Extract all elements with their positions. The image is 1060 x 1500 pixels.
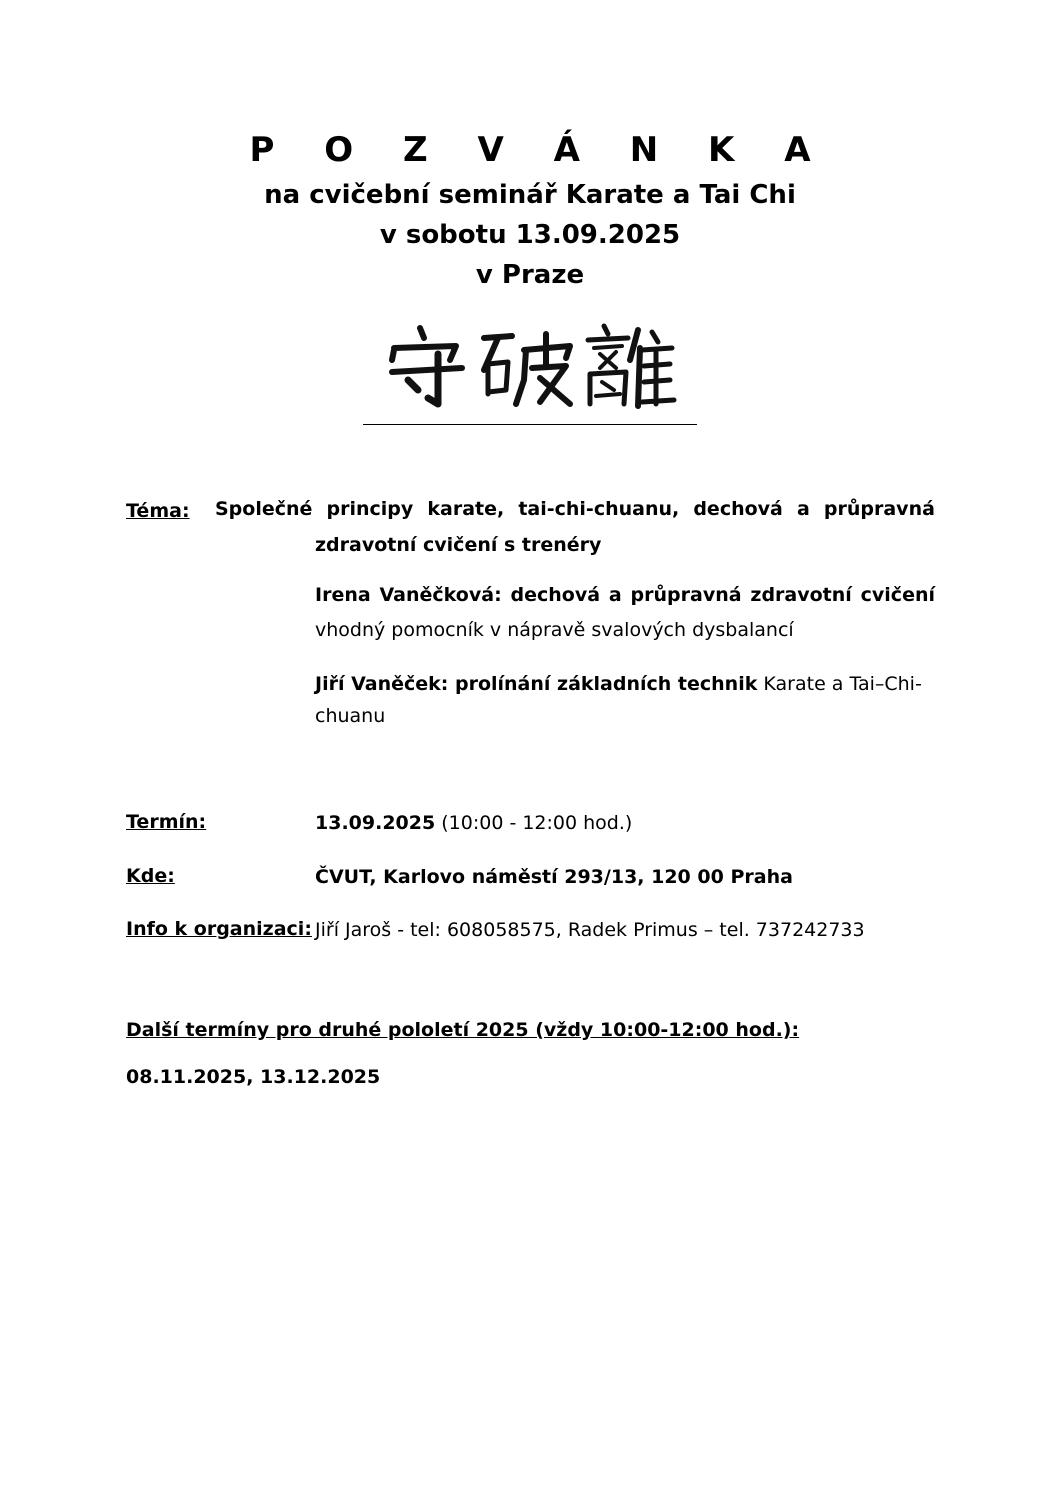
topic-line1-word: tai-chi-chuanu,: [518, 498, 680, 520]
trainer1-line1-word: Irena: [315, 584, 371, 606]
topic-line1-word: dechová: [693, 498, 783, 520]
topic-line1-word: karate,: [427, 498, 505, 520]
seminar-place-line: v Praze: [475, 260, 585, 290]
term-time: (10:00 - 12:00 hod.): [435, 812, 633, 834]
trainer2-bold-text: Jiří Vaněček: prolínání základních technik: [315, 673, 758, 695]
term-label: Termín:: [126, 811, 207, 833]
trainer1-line1-word: a: [608, 584, 622, 606]
topic-line1-word: principy: [326, 498, 414, 520]
seminar-subtitle: na cvičební seminář Karate a Tai Chi: [264, 180, 796, 210]
topic-label: Téma:: [126, 500, 190, 522]
trainer1-line1-word: dechová: [510, 584, 601, 606]
shuhari-kanji-image: [380, 320, 680, 410]
title-divider: [363, 424, 697, 425]
seminar-date-line: v sobotu 13.09.2025: [379, 220, 681, 250]
term-value: [315, 807, 632, 839]
invitation-title: P O Z V Á N K A: [249, 130, 830, 170]
trainer1-heading: [315, 584, 935, 606]
where-value: ČVUT, Karlovo náměstí 293/13, 120 00 Praha: [315, 866, 793, 888]
where-label: Kde:: [126, 865, 175, 887]
topic-text-line1: [215, 498, 935, 520]
term-date: 13.09.2025: [315, 812, 436, 834]
topic-line1-word: průpravná: [823, 498, 935, 520]
info-value: Jiří Jaroš - tel: 608058575, Radek Primus – tel. 737242733: [315, 919, 865, 941]
info-label: Info k organizaci:: [126, 918, 312, 940]
trainer2-heading: [315, 668, 922, 700]
trainer1-description: vhodný pomocník v nápravě svalových dysbalancí: [315, 619, 794, 641]
trainer1-line1-word: cvičení: [860, 584, 935, 606]
topic-line1-word: a: [796, 498, 810, 520]
topic-text-line2: zdravotní cvičení s trenéry: [315, 534, 602, 556]
further-dates-heading: Další termíny pro druhé pololetí 2025 (vždy 10:00-12:00 hod.):: [126, 1019, 800, 1041]
trainer2-line2: chuanu: [315, 705, 386, 727]
topic-line1-word: Společné: [215, 498, 313, 520]
trainer1-line1-word: Vaněčková:: [379, 584, 502, 606]
trainer2-rest-text: Karate a Tai–Chi-: [757, 673, 922, 695]
trainer1-line1-word: zdravotní: [750, 584, 852, 606]
further-dates-list: 08.11.2025, 13.12.2025: [126, 1066, 381, 1088]
trainer1-line1-word: průpravná: [630, 584, 742, 606]
